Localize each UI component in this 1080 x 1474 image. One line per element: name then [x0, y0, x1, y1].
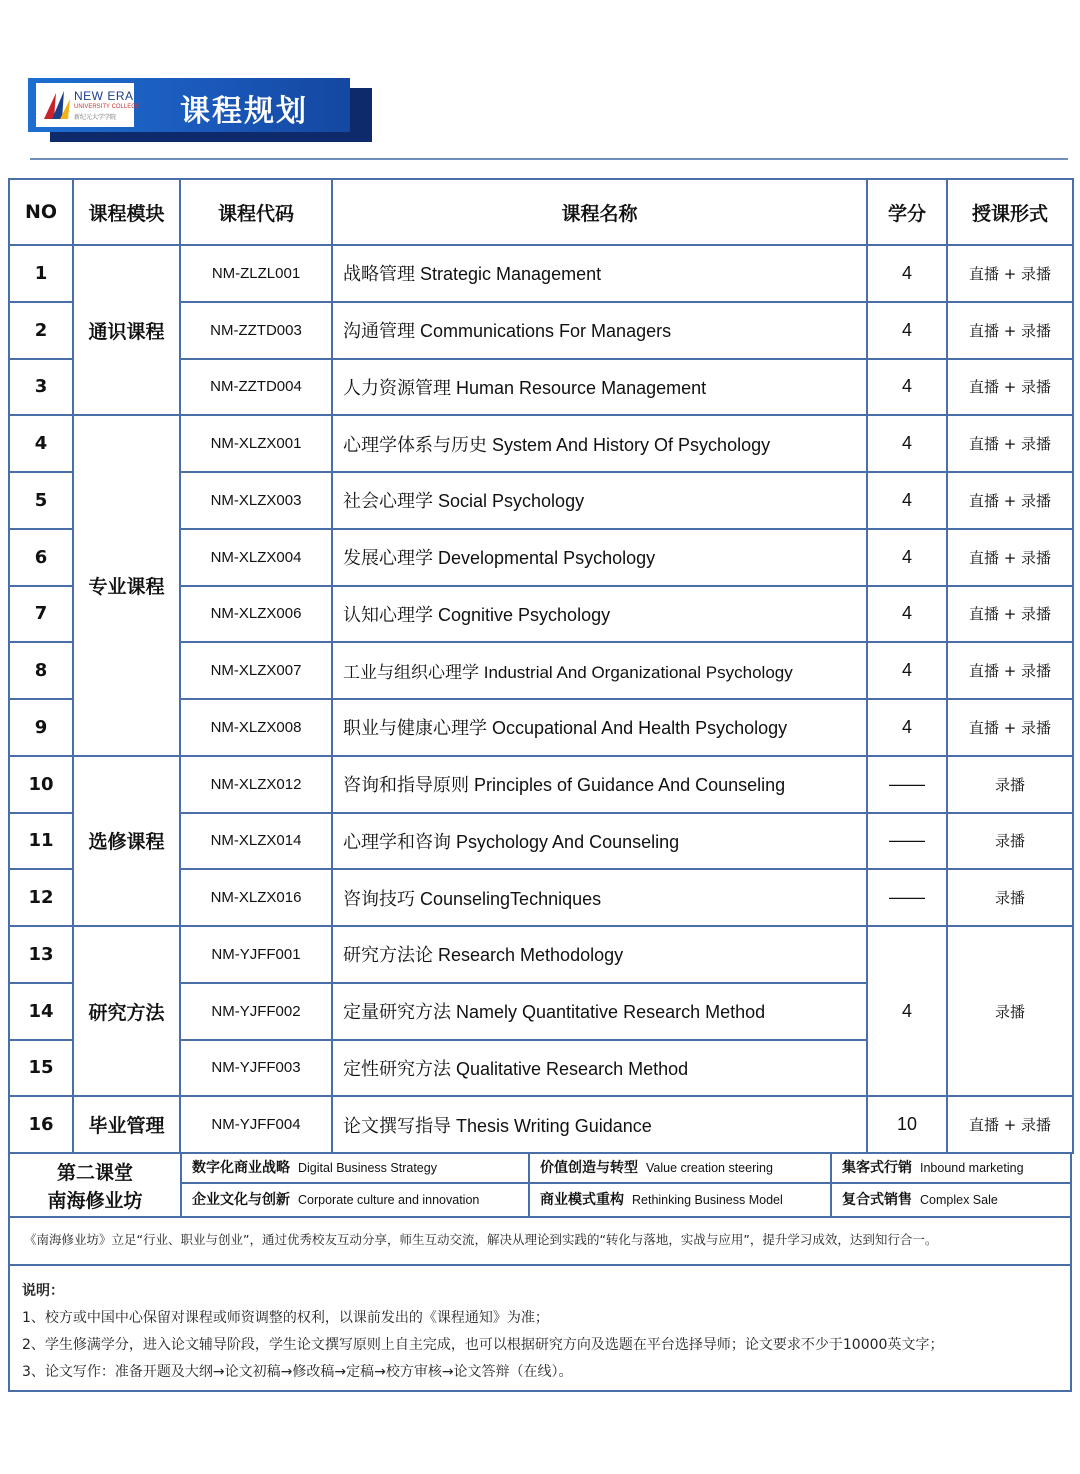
note-item: 2、学生修满学分，进入论文辅导阶段，学生论文撰写原则上自主完成，也可以根据研究方向及选题在平台选择导师；论文要求不少于10000英文字；: [22, 1337, 944, 1353]
row-no: 7: [9, 586, 73, 643]
row-no: 4: [9, 415, 73, 472]
course-name: 咨询技巧 CounselingTechniques: [332, 869, 867, 926]
course-table: [8, 178, 1074, 1154]
course-code: NM-XLZX012: [180, 756, 332, 813]
logo-sub: UNIVERSITY COLLEGE: [74, 104, 140, 110]
notes-title: 说明：: [22, 1283, 64, 1299]
row-no: 9: [9, 699, 73, 756]
workshop-description: 《南海修业坊》立足“行业、职业与创业”，通过优秀校友互动分享，师生互动交流，解决从理论到实践的“转化与落地，实战与应用”，提升学习成效，达到知行合一。: [24, 1232, 938, 1247]
course-credit: 4: [867, 926, 947, 1096]
course-credit: 10: [867, 1096, 947, 1153]
course-credit: ——: [867, 756, 947, 813]
course-code: NM-XLZX001: [180, 415, 332, 472]
divider: [10, 1264, 1070, 1266]
row-no: 5: [9, 472, 73, 529]
second-classroom-title: [10, 1152, 182, 1216]
second-classroom-title-line2: 南海修业坊: [47, 1190, 143, 1212]
course-credit: 4: [867, 359, 947, 416]
row-no: 3: [9, 359, 73, 416]
course-code: NM-XLZX008: [180, 699, 332, 756]
course-code: NM-ZZTD003: [180, 302, 332, 359]
course-mode: 直播 + 录播: [947, 245, 1073, 302]
course-name: 认知心理学 Cognitive Psychology: [332, 586, 867, 643]
course-credit: 4: [867, 415, 947, 472]
row-no: 12: [9, 869, 73, 926]
course-credit: ——: [867, 869, 947, 926]
course-credit: 4: [867, 699, 947, 756]
module-cell: 研究方法: [73, 926, 180, 1096]
row-no: 11: [9, 813, 73, 870]
workshop-item-cn: 商业模式重构: [540, 1192, 624, 1208]
course-code: NM-XLZX014: [180, 813, 332, 870]
header-module: 课程模块: [73, 179, 180, 245]
workshop-item-cn: 数字化商业战略: [192, 1160, 290, 1176]
workshop-item-en: Digital Business Strategy: [298, 1161, 437, 1175]
header-credit: 学分: [867, 179, 947, 245]
workshop-item-en: Value creation steering: [646, 1161, 773, 1175]
course-name: 心理学体系与历史 System And History Of Psychology: [332, 415, 867, 472]
course-name: 研究方法论 Research Methodology: [332, 926, 867, 983]
notes: [22, 1278, 943, 1386]
course-mode: 直播 + 录播: [947, 642, 1073, 699]
workshop-item: [182, 1152, 528, 1181]
workshop-item: [530, 1152, 830, 1181]
note-item: 1、校方或中国中心保留对课程或师资调整的权利，以课前发出的《课程通知》为准；: [22, 1310, 549, 1326]
course-mode: 录播: [947, 869, 1073, 926]
course-code: NM-YJFF003: [180, 1040, 332, 1097]
logo: [36, 83, 140, 127]
header-banner: [28, 78, 372, 142]
module-cell: 毕业管理: [73, 1096, 180, 1153]
course-code: NM-YJFF002: [180, 983, 332, 1040]
logo-mark-icon: [42, 89, 70, 121]
course-name: 论文撰写指导 Thesis Writing Guidance: [332, 1096, 867, 1153]
second-classroom-title-line1: 第二课堂: [56, 1162, 133, 1184]
workshop-item-cn: 价值创造与转型: [540, 1160, 638, 1176]
header-mode: 授课形式: [947, 179, 1073, 245]
workshop-item: [530, 1184, 830, 1213]
workshop-item-cn: 复合式销售: [842, 1192, 912, 1208]
workshop-item-en: Corporate culture and innovation: [298, 1193, 480, 1207]
row-no: 13: [9, 926, 73, 983]
course-credit: 4: [867, 472, 947, 529]
course-code: NM-XLZX007: [180, 642, 332, 699]
course-code: NM-YJFF001: [180, 926, 332, 983]
row-no: 10: [9, 756, 73, 813]
course-mode: 录播: [947, 756, 1073, 813]
workshop-item-en: Complex Sale: [920, 1193, 998, 1207]
course-name: 定性研究方法 Qualitative Research Method: [332, 1040, 867, 1097]
course-code: NM-ZLZL001: [180, 245, 332, 302]
course-code: NM-XLZX006: [180, 586, 332, 643]
row-no: 1: [9, 245, 73, 302]
table-row: [9, 415, 1073, 472]
divider: [10, 1216, 1070, 1218]
course-credit: 4: [867, 245, 947, 302]
note-item: 3、论文写作：准备开题及大纲→论文初稿→修改稿→定稿→校方审核→论文答辩（在线）。: [22, 1364, 573, 1380]
course-name: 职业与健康心理学 Occupational And Health Psychology: [332, 699, 867, 756]
workshop-item-cn: 集客式行销: [842, 1160, 912, 1176]
workshop-item: [832, 1184, 1070, 1213]
course-mode: 录播: [947, 926, 1073, 1096]
row-no: 2: [9, 302, 73, 359]
second-classroom-section: [8, 1152, 1072, 1392]
course-mode: 录播: [947, 813, 1073, 870]
module-cell: 专业课程: [73, 415, 180, 756]
table-row: [9, 245, 1073, 302]
header-code: 课程代码: [180, 179, 332, 245]
course-mode: 直播 + 录播: [947, 302, 1073, 359]
course-credit: 4: [867, 642, 947, 699]
workshop-item-cn: 企业文化与创新: [192, 1192, 290, 1208]
course-mode: 直播 + 录播: [947, 586, 1073, 643]
course-mode: 直播 + 录播: [947, 359, 1073, 416]
workshop-item: [832, 1152, 1070, 1181]
course-code: NM-XLZX003: [180, 472, 332, 529]
course-code: NM-ZZTD004: [180, 359, 332, 416]
page-title: 课程规划: [180, 94, 308, 129]
course-mode: 直播 + 录播: [947, 699, 1073, 756]
workshop-item-en: Rethinking Business Model: [632, 1193, 783, 1207]
course-name: 工业与组织心理学 Industrial And Organizational Psychology: [332, 642, 867, 699]
course-mode: 直播 + 录播: [947, 529, 1073, 586]
row-no: 16: [9, 1096, 73, 1153]
header-divider: [30, 158, 1068, 160]
course-credit: 4: [867, 586, 947, 643]
module-cell: 通识课程: [73, 245, 180, 415]
course-name: 定量研究方法 Namely Quantitative Research Method: [332, 983, 867, 1040]
course-name: 沟通管理 Communications For Managers: [332, 302, 867, 359]
course-code: NM-XLZX016: [180, 869, 332, 926]
header-no: NO: [9, 179, 73, 245]
course-name: 咨询和指导原则 Principles of Guidance And Counseling: [332, 756, 867, 813]
row-no: 14: [9, 983, 73, 1040]
module-cell: 选修课程: [73, 756, 180, 926]
row-no: 15: [9, 1040, 73, 1097]
table-row: [9, 756, 1073, 813]
course-mode: 直播 + 录播: [947, 415, 1073, 472]
table-row: [9, 1096, 1073, 1153]
header-name: 课程名称: [332, 179, 867, 245]
course-mode: 直播 + 录播: [947, 1096, 1073, 1153]
table-row: [9, 926, 1073, 983]
logo-text: NEW ERA: [74, 89, 134, 103]
course-mode: 直播 + 录播: [947, 472, 1073, 529]
course-credit: 4: [867, 302, 947, 359]
logo-sub-cn: 新纪元大学学院: [74, 115, 117, 121]
banner-main: [28, 78, 350, 132]
course-credit: 4: [867, 529, 947, 586]
row-no: 8: [9, 642, 73, 699]
course-code: NM-XLZX004: [180, 529, 332, 586]
workshop-item-en: Inbound marketing: [920, 1161, 1024, 1175]
table-header-row: [9, 179, 1073, 245]
course-credit: ——: [867, 813, 947, 870]
course-name: 人力资源管理 Human Resource Management: [332, 359, 867, 416]
course-name: 社会心理学 Social Psychology: [332, 472, 867, 529]
course-name: 心理学和咨询 Psychology And Counseling: [332, 813, 867, 870]
course-name: 战略管理 Strategic Management: [332, 245, 867, 302]
workshop-item: [182, 1184, 528, 1213]
course-code: NM-YJFF004: [180, 1096, 332, 1153]
course-name: 发展心理学 Developmental Psychology: [332, 529, 867, 586]
row-no: 6: [9, 529, 73, 586]
